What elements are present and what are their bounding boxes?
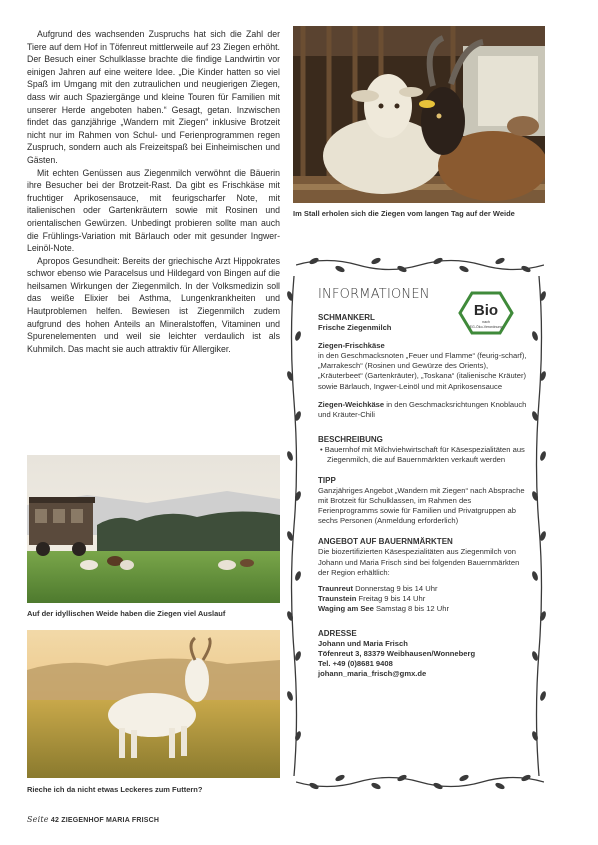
footer-label: ZIEGENHOF MARIA FRISCH	[61, 817, 160, 824]
svg-text:Bio: Bio	[473, 302, 499, 319]
bauernmaerkte-text: Die biozertifizierten Käsespezialitäten aus Ziegenmilch von Johann und Maria Frisch sind bei folgenden Bauernmärkten der Region erhältlich:	[318, 547, 520, 577]
weichkaese-heading: Ziegen-Weichkäse	[318, 399, 385, 409]
page-footer	[27, 815, 159, 824]
bauernmaerkte-heading: ANGEBOT AUF BAUERNMÄRKTEN	[318, 537, 453, 547]
market-place: Traunstein	[318, 593, 357, 603]
photo-white-goat	[27, 630, 280, 778]
vine-border-right	[532, 276, 546, 776]
market-row	[318, 604, 530, 614]
tipp-text: Ganzjähriges Angebot „Wandern mit Ziegen“ nach Absprache mit Brotzeit für Schulklassen, im Rahmen des Ferienprogramms sowie für Familien und Privatgruppen ab sechs Personen (Anmeldung erforderlich)	[318, 486, 525, 526]
page-number: 42	[50, 817, 60, 824]
section-schmankerl	[318, 312, 530, 420]
market-row	[318, 584, 530, 594]
beschreibung-heading: BESCHREIBUNG	[318, 434, 383, 444]
section-tipp	[318, 475, 530, 526]
beschreibung-text: Bauernhof mit Milchviehwirtschaft für Käsespezialitäten aus Ziegenmilch, die auf Bauernmärkten verkauft werden	[324, 444, 525, 464]
beschreibung-bullet: • Bauernhof mit Milchviehwirtschaft für Käsespezialitäten aus Ziegenmilch, die auf Bauernmärkten verkauft werden	[320, 444, 525, 464]
address-name: Johann und Maria Frisch	[318, 638, 408, 648]
address-phone[interactable]: Tel. +49 (0)8681 9408	[318, 659, 393, 669]
caption-weide: Auf der idyllischen Weide haben die Ziegen viel Auslauf	[27, 609, 226, 618]
address-email[interactable]: johann_maria_frisch@gmx.de	[318, 669, 427, 679]
article-paragraph: Aufgrund des wachsenden Zuspruchs hat sich die Zahl der Tiere auf dem Hof in Töfenreut mittlerweile auf 23 Ziegen erhöht. Der Besuch einer Schulklasse brachte die findige Landwirtin vor einigen Jahren auf eine weitere Idee. „Die Kinder hatten so viel Spaß im Umgang mit den zutraulichen und neugierigen Ziegen, dass wir auch Spaziergänge und kleine Touren für Familien mit unserer Herde angeboten haben.“ Gesagt, getan. Inzwischen findet das ganzjährige „Wandern mit Ziegen“ inklusive Brotzeit nicht nur im Rahmen von Schul- und Ferienprogrammen regen Zuspruch, sondern auch als Freizeitspaß bei Einheimischen und Gästen.	[27, 29, 280, 165]
svg-text:nach: nach	[482, 320, 490, 324]
photo-goats-stall	[293, 26, 545, 203]
section-bauernmaerkte	[318, 536, 530, 614]
schmankerl-heading: SCHMANKERL	[318, 313, 375, 323]
footer-seite: Seite	[27, 815, 49, 824]
market-time: Samstag 8 bis 12 Uhr	[375, 603, 449, 613]
photo-meadow-wagon	[27, 455, 280, 603]
market-place: Traunreut	[318, 583, 354, 593]
tipp-heading: TIPP	[318, 476, 336, 486]
address-street: Töfenreut 3, 83379 Weibhausen/Wonneberg	[318, 649, 476, 659]
vine-border-top	[296, 256, 544, 274]
svg-text:EG-Öko-Verordnung: EG-Öko-Verordnung	[469, 325, 503, 329]
schmankerl-subtitle: Frische Ziegenmilch	[318, 323, 392, 333]
adresse-heading: ADRESSE	[318, 628, 357, 638]
article-paragraph: Apropos Gesundheit: Bereits der griechische Arzt Hippokrates schwor ebenso wie Paracelsus und Hildegard von Bingen auf die heilsamen Wirkungen der Ziegenmilch. In der Volksmedizin soll das weiße Elixier bei Asthma, Lungenkrankheiten und Hautproblemen helfen. Bewiesen ist Ziegenmilch zudem aufgrund des hohen Anteils an Mineralstoffen, Vitaminen und Spurenelementen und weil sie leichter verdaulich ist als Kuhmilch. Das macht sie auch attraktiv für Allergiker.	[27, 255, 280, 354]
info-title: INFORMATIONEN	[318, 287, 430, 302]
market-place: Waging am See	[318, 603, 374, 613]
info-box	[318, 286, 530, 689]
caption-leckeres: Rieche ich da nicht etwas Leckeres zum Futtern?	[27, 785, 203, 794]
market-time: Donnerstag 9 bis 14 Uhr	[355, 583, 438, 593]
market-time: Freitag 9 bis 14 Uhr	[358, 593, 426, 603]
frischkaese-heading: Ziegen-Frischkäse	[318, 341, 385, 351]
section-adresse	[318, 628, 530, 679]
vine-border-left	[287, 276, 301, 776]
article-paragraph: Mit echten Genüssen aus Ziegenmilch verwöhnt die Bäuerin ihre Besucher bei der Brotzeit-Rast. Da gibt es Frischkäse mit fruchtiger Aprikosensauce, mit feurigscharfer Note, mit italienischen oder Gartenkräutern sowie mit Rosinen und orientalischen Gewürzen. Unbedingt probieren sollte man auch die Frühlings-Variation mit Bärlauch oder mit gesunder Ingwer-Leinöl-Note.	[27, 167, 280, 254]
section-beschreibung	[318, 434, 530, 465]
frischkaese-text: in den Geschmacksnoten „Feuer und Flamme“ (feurig-scharf), „Marrakesch“ (Rosinen und Gewürze des Orients), „Kräuterbeet“ (Gartenkräuter), „Toskana“ (italienische Kräuter) sowie Bärlauch, Ingwer-Leinöl und mit Aprikosensauce	[318, 351, 527, 391]
weichkaese-text: in den Geschmacksrichtungen Knoblauch und Kräuter-Chili	[318, 399, 527, 419]
caption-stall: Im Stall erholen sich die Ziegen vom langen Tag auf der Weide	[293, 209, 515, 218]
article-body	[27, 28, 280, 355]
vine-border-bottom	[296, 773, 544, 791]
market-row	[318, 594, 530, 604]
